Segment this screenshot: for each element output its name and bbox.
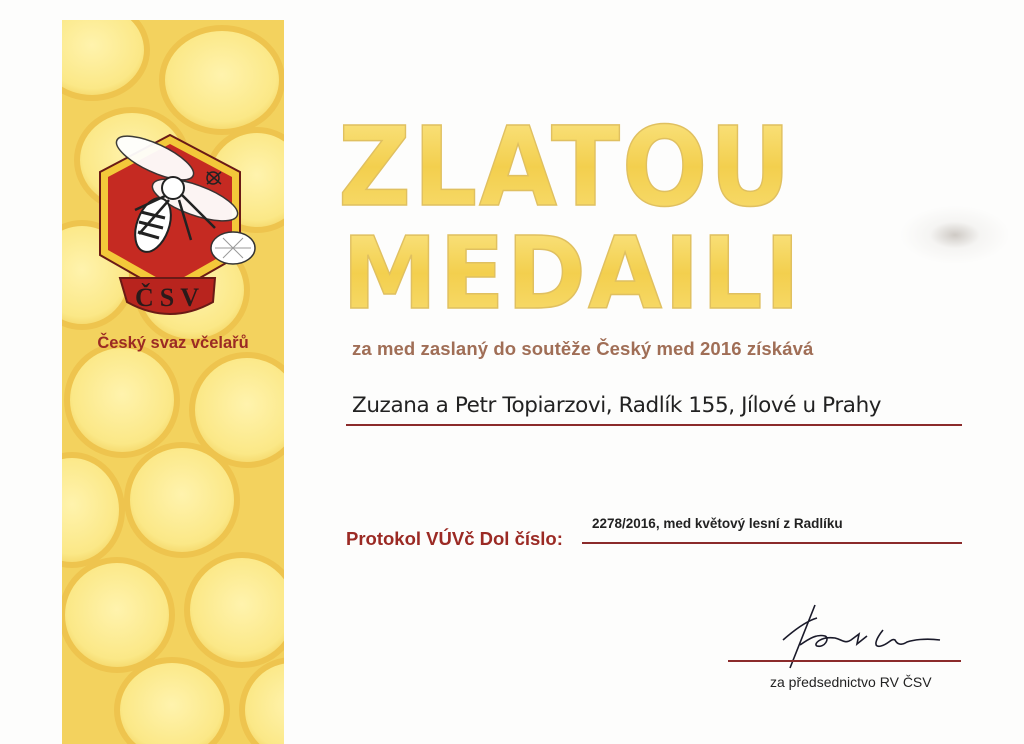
logo-letters: ČSV	[134, 283, 206, 312]
headline	[330, 100, 820, 325]
protocol-label: Protokol VÚVč Dol číslo:	[346, 528, 563, 549]
recipient-name: Zuzana a Petr Topiarzovi, Radlík 155, Jílové u Prahy	[352, 393, 882, 418]
csv-logo	[95, 130, 260, 335]
organization-name: Český svaz včelařů	[97, 334, 249, 352]
headline-line1: ZLATOU	[338, 103, 793, 231]
handwritten-signature	[755, 600, 955, 675]
signature-line	[728, 660, 961, 662]
honeycomb-pattern	[62, 20, 284, 744]
signature-caption: za předsednictvo RV ČSV	[770, 674, 932, 690]
recipient-underline	[346, 424, 962, 426]
award-subline: za med zaslaný do soutěže Český med 2016 získává	[352, 338, 814, 359]
protocol-underline	[582, 542, 962, 544]
headline-line2: MEDAILI	[342, 215, 802, 320]
protocol-value: 2278/2016, med květový lesní z Radlíku	[592, 516, 843, 531]
honeycomb-stripe	[62, 20, 284, 744]
